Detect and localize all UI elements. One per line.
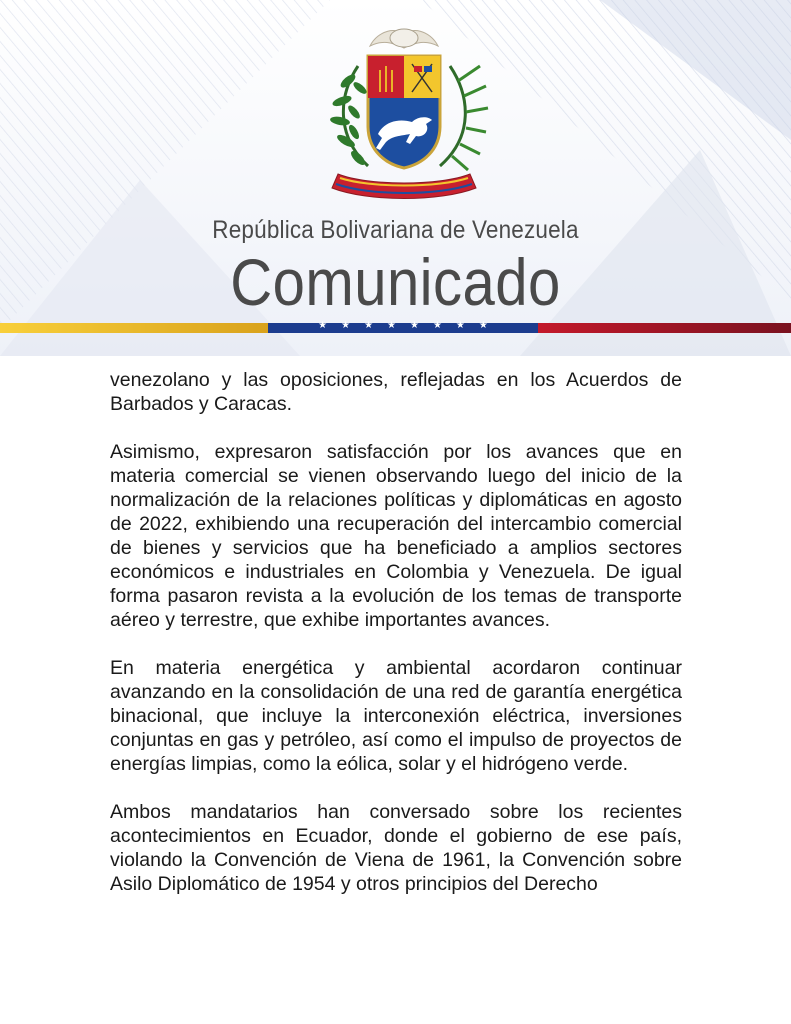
flag-band-yellow <box>0 323 268 333</box>
coat-of-arms-icon <box>318 26 490 204</box>
paragraph: venezolano y las oposiciones, reflejadas en los Acuerdos de Barbados y Caracas. <box>110 369 682 415</box>
page-title: Comunicado <box>230 245 561 319</box>
flag-band-blue <box>268 320 538 333</box>
flag-band <box>0 320 791 333</box>
paragraph: Ambos mandatarios han conversado sobre los recientes acontecimientos en Ecuador, donde el gobierno de ese país, violando la Convención de Viena de 1961, la Convención sobre Asilo Diplomático de 1954 y otros principios del Derecho <box>110 801 682 895</box>
communique-body <box>110 368 682 920</box>
stars-icon: ★★★★★★★★ <box>318 320 502 331</box>
letterhead <box>0 0 791 356</box>
paragraph: En materia energética y ambiental acordaron continuar avanzando en la consolidación de una red de garantía energética binacional, que incluye la interconexión eléctrica, inversiones conjuntas en gas y petróleo, así como el impulso de proyectos de energías limpias, como la eólica, solar y el hidrógeno verde. <box>110 657 682 775</box>
country-name: República Bolivariana de Venezuela <box>212 216 579 244</box>
paragraph: Asimismo, expresaron satisfacción por los avances que en materia comercial se vienen observando luego del inicio de la normalización de la relaciones políticas y diplomáticas en agosto de 2022, exhibiendo una recuperación del intercambio comercial de bienes y servicios que ha beneficiado a amplios sectores económicos e industriales en Colombia y Venezuela. De igual forma pasaron revista a la evolución de los temas de transporte aéreo y terrestre, que exhibe importantes avances. <box>110 441 682 631</box>
flag-band-red <box>538 323 791 333</box>
